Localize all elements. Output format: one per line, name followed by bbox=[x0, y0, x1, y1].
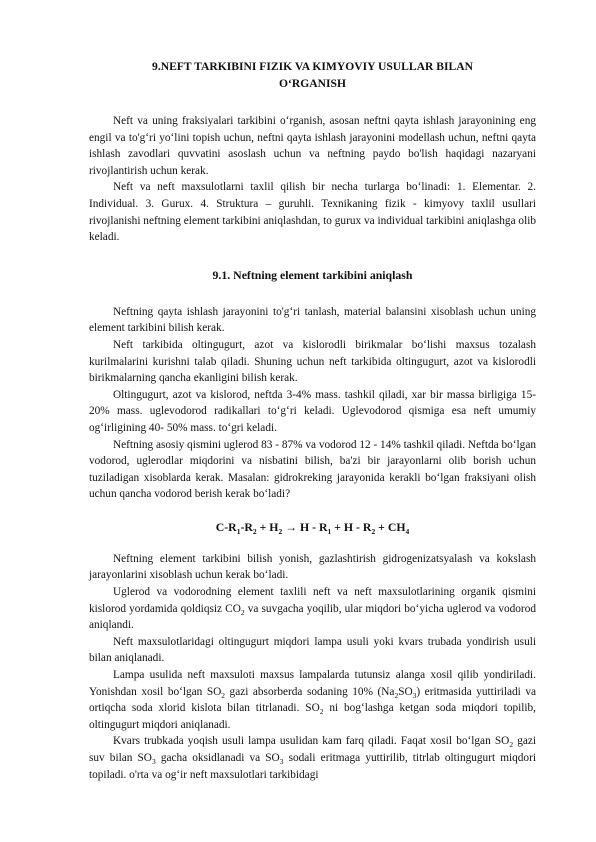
after-formula-paragraph-2: Uglerod va vodorodning element taxlili neft va neft maxsulotlarining organik qismini kislorod yordamida qoldiqsiz $CO_2$ va suvgacha yoqilib, ular miqdori bo‘yicha uglerod va vodorod aniqlandi. bbox=[89, 586, 536, 632]
chemical-formula: $C-R_1-R_2 + H_2 \to H - R_1 + H - R_2 + CH_4$ bbox=[215, 519, 410, 536]
section-paragraph-4: Neftning asosiy qismini uglerod 83 - 87% va vodorod 12 - 14% tashkil qiladi. Neftda bo‘lgan vodorod, uglerodlar miqdorini va nisbatini bilish, ba'zi bir jarayonlarni olib borish uchun tuziladigan xisoblarda kerak. Masalan: gidrokreking jarayonida kerakli bo‘lgan fraksiyani olish uchun qancha vodorod berish kerak bo‘ladi? bbox=[89, 438, 536, 501]
section-title: 9.1. Neftning element tarkibini aniqlash bbox=[212, 267, 413, 282]
intro-paragraph-2: Neft va neft maxsulotlarni taxlil qilish bir necha turlarga bo‘linadi: 1. Elementar. 2. Individual. 3. Gurux. 4. Struktura – guruhli. Texnikaning fizik - kimyovy taxlil usullari rivojlanishi neftning element tarkibini aniqlashdan, to gurux va individual tarkibini aniqlashga olib keladi. bbox=[89, 181, 536, 244]
after-formula-paragraph-3: Neft maxsulotlaridagi oltingugurt miqdori lampa usuli yoki kvars trubada yondirish usuli bilan aniqlanadi. bbox=[89, 635, 536, 665]
after-formula-paragraph-4: Lampa usulida neft maxsuloti maxsus lampalarda tutunsiz alanga xosil qilib yondiriladi. Yonishdan xosil bo‘lgan $SO_2$ gazi absorberda sodaning 10% $(Na_2SO_3)$ eritmasida yuttiriladi va ortiqcha soda xlorid kislota bilan titrlanadi. $SO_2$ ni bog‘lashga ketgan soda miqdori topilib, oltingugurt miqdori aniqlanadi. bbox=[89, 669, 537, 731]
title-line-2: O‘RGANISH bbox=[279, 77, 346, 90]
section-paragraph-1: Neftning qayta ishlash jarayonini tо'g‘ri tanlash, material balansini xisoblash uchun uning element tarkibini bilish kerak. bbox=[89, 305, 536, 335]
after-formula-paragraph-5: Kvars trubkada yoqish usuli lampa usulidan kam farq qiladi. Faqat xosil bo‘lgan $SO_2$ gazi suv bilan $SO_3$ gacha oksidlanadi va $SO_3$ sodali eritmaga yuttirilib, titrlab oltingugurt miqdori topiladi. о'rta va og‘ir neft maxsulotlari tarkibidagi bbox=[89, 735, 537, 781]
spacer bbox=[89, 92, 536, 113]
after-formula-paragraph-1: Neftning element tarkibini bilish yonish, gazlashtirish gidrogenizatsyalash va kokslash jarayonlarini xisoblash uchun kerak bo‘ladi. bbox=[89, 552, 536, 582]
intro-paragraph-1: Neft va uning fraksiyalari tarkibini o‘rganish, asosan neftni qayta ishlash jarayonining eng engil va tо'g‘ri yo‘lini topish uchun, neftni qayta ishlash jarayonini modellash uchun, neftni qayta ishlash zavodlari quvvatini asoslash uchun va neftning paydo bо'lish haqidagi nazaryani rivojlantirish uchun kerak. bbox=[89, 115, 536, 177]
section-paragraph-2: Neft tarkibida oltingugurt, azot va kislorodli birikmalar bo‘lishi maxsus tozalash kurilmalarini kurishni talab qiladi. Shuning uchun neft tarkibida oltingugurt, azot va kislorodli birikmalarning qancha ekanligini bilish kerak. bbox=[89, 338, 536, 385]
page-title bbox=[89, 58, 536, 92]
section-paragraph-3: Oltingugurt, azot va kislorod, neftda 3-4% mass. tashkil qiladi, xar bir massa birligiga 15-20% mass. uglevodorod radikallari to‘g‘ri keladi. Uglevodorod qismiga esa neft umumiy og‘irligining 40- 50% mass. to‘gri keladi. bbox=[89, 388, 536, 434]
title-line-1: 9.NEFT TARKIBINI FIZIK VA KIMYOVIY USULLAR BILAN bbox=[152, 60, 473, 73]
